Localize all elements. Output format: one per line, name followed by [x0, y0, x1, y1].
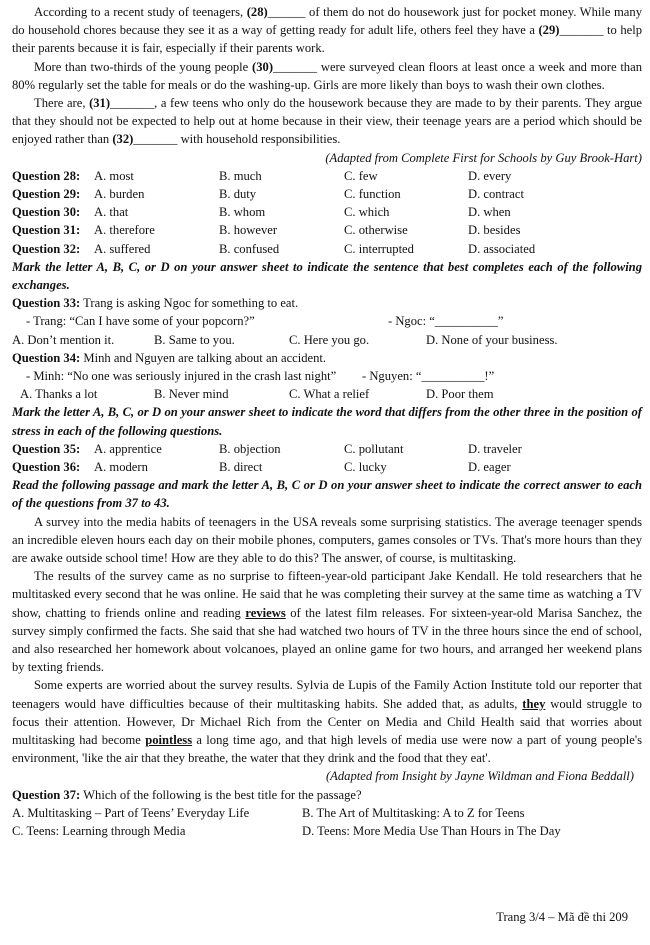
question-list-28-32 — [12, 167, 642, 258]
passage2-paragraph1: A survey into the media habits of teenagers in the USA reveals some surprising statistics. The average teenager spends an incredible eleven hours each day on their mobile phones, computers, games consoles or TVs. That's more hours than they are awake outside school time! How are they able to do this? The answer, of course, is multitasking. — [12, 514, 642, 565]
passage1-paragraph2: More than two-thirds of the young people (30)_______ were surveyed clean floors at least once a week and more than 80% regularly set the table for meals or do the washing-up. Girls are more likely than boys to wash their own clothes. — [12, 59, 642, 92]
option-b: B. The Art of Multitasking: A to Z for Teens — [302, 805, 525, 820]
option-c: C. pollutant — [344, 441, 404, 456]
question-list-35-36 — [12, 440, 642, 476]
underlined-word-they: they — [522, 696, 546, 711]
underlined-word-pointless: pointless — [145, 732, 193, 747]
question-33: Question 33: Trang is asking Ngoc for something to eat. — [12, 296, 299, 311]
option-c: C. function — [344, 187, 401, 202]
option-b: B. confused — [219, 241, 280, 256]
option-a: A. Don’t mention it. — [12, 332, 115, 347]
option-d: D. associated — [468, 241, 536, 256]
option-c: C. lucky — [344, 459, 387, 474]
instruction-exchanges: Mark the letter A, B, C, or D on your answer sheet to indicate the sentence that best completes each of the following exchanges. — [12, 259, 642, 292]
question-row — [12, 240, 642, 258]
option-a: A. modern — [94, 459, 148, 474]
passage1-source: (Adapted from Complete First for Schools by Guy Brook-Hart) — [325, 150, 642, 165]
option-b: B. duty — [219, 187, 257, 202]
question-row — [12, 440, 642, 458]
blank-32: (32) — [112, 132, 134, 147]
question-row — [12, 167, 642, 185]
option-c: C. interrupted — [344, 241, 414, 256]
option-a: A. apprentice — [94, 441, 162, 456]
option-b: B. whom — [219, 205, 266, 220]
question-37-options-row2 — [12, 822, 642, 840]
question-row — [12, 203, 642, 221]
underlined-word-reviews: reviews — [245, 605, 286, 620]
option-c: C. otherwise — [344, 223, 408, 238]
instruction-stress: Mark the letter A, B, C, or D on your answer sheet to indicate the word that differs from the other three in the position of stress in each of the following questions. — [12, 405, 642, 438]
question-row — [12, 221, 642, 239]
option-b: B. Same to you. — [154, 332, 235, 347]
option-b: B. objection — [219, 441, 281, 456]
option-a: A. most — [94, 168, 134, 183]
option-c: C. which — [344, 205, 390, 220]
option-d: D. contract — [468, 187, 524, 202]
option-c: C. Here you go. — [289, 332, 370, 347]
option-d: D. Teens: More Media Use Than Hours in The Day — [302, 823, 561, 838]
passage2-paragraph2: The results of the survey came as no surprise to fifteen-year-old participant Jake Kendall. He told researchers that he multitasked every second that he was online. He said that he was completing their survey at the same time as watching a TV show, chatting to friends online and reading reviews of the latest film releases. For sixteen-year-old Marisa Sanchez, the survey simply confirmed the facts. She said that she had watched two hours of TV in the three hours since the end of school, and also researched her homework about volcanoes, played an online game for two hours, and arranged her weekend plans by texting friends. — [12, 569, 642, 675]
option-d: D. eager — [468, 459, 511, 474]
blank-30: (30) — [252, 59, 274, 74]
option-d: D. besides — [468, 223, 521, 238]
passage1-paragraph3: There are, (31)_______, a few teens who only do the housework because they are made to by their parents. They argue that they should not be expected to help out at home because in their view, their teenage years are a period which should be enjoyed rather than (32)_______ with household responsibilities. — [12, 96, 642, 147]
passage2-paragraph3: Some experts are worried about the survey results. Sylvia de Lupis of the Family Action Institute told our reporter that teenagers would have difficulties because of their multitasking habits. She added that, as adults, they would struggle to focus their attention. However, Dr Michael Rich from the Center on Media and Child Health said that worries about multitasking had become pointless a long time ago, and that high levels of media use were now a part of young people's environment, 'like the air that they breathe, the water that they drink and the food that they eat'. — [12, 678, 642, 766]
option-d: D. when — [468, 205, 511, 220]
option-a: A. therefore — [94, 223, 155, 238]
option-a: A. Multitasking – Part of Teens’ Everyday Life — [12, 805, 250, 820]
question-37-options-row1 — [12, 804, 642, 822]
option-d: D. traveler — [468, 441, 522, 456]
question-label: Question 32: — [12, 241, 81, 256]
option-a: A. suffered — [94, 241, 151, 256]
blank-31: (31) — [89, 96, 111, 111]
option-d: D. every — [468, 168, 512, 183]
question-label: Question 31: — [12, 223, 81, 238]
passage1-paragraph1: According to a recent study of teenagers, (28)______ of them do not do housework just for pocket money. While many do household chores because they see it as a way of getting ready for adult life, others feel they have a (29)_______ to help their parents because it is fair, especially if their parents work. — [12, 5, 643, 56]
option-b: B. much — [219, 168, 262, 183]
option-c: C. What a relief — [289, 387, 370, 402]
option-b: B. however — [219, 223, 278, 238]
option-a: A. that — [94, 205, 129, 220]
question-label: Question 35: — [12, 441, 81, 456]
option-b: B. direct — [219, 459, 263, 474]
instruction-reading: Read the following passage and mark the letter A, B, C or D on your answer sheet to indicate the correct answer to each of the questions from 37 to 43. — [12, 478, 642, 511]
blank-29: (29) — [538, 23, 560, 38]
question-34: Question 34: Minh and Nguyen are talking about an accident. — [12, 350, 327, 365]
question-33-dialog: - Trang: “Can I have some of your popcorn?” - Ngoc: “__________” — [26, 314, 504, 329]
question-label: Question 28: — [12, 168, 81, 183]
option-d: D. None of your business. — [426, 332, 558, 347]
question-33-options — [12, 331, 642, 349]
passage2-source: (Adapted from Insight by Jayne Wildman and Fiona Beddall) — [325, 769, 634, 784]
page-footer: Trang 3/4 – Mã đề thi 209 — [496, 910, 628, 924]
question-37: Question 37: Which of the following is the best title for the passage? — [12, 787, 362, 802]
question-label: Question 36: — [12, 459, 81, 474]
question-label: Question 30: — [12, 205, 81, 220]
blank-28: (28) — [246, 5, 268, 19]
question-34-dialog: - Minh: “No one was seriously injured in the crash last night” - Nguyen: “__________!” — [26, 368, 495, 383]
question-row — [12, 458, 642, 476]
option-a: A. burden — [94, 187, 145, 202]
option-a: A. Thanks a lot — [20, 387, 98, 402]
option-c: C. few — [344, 168, 378, 183]
question-label: Question 29: — [12, 187, 81, 202]
question-row — [12, 185, 642, 203]
option-d: D. Poor them — [426, 387, 494, 402]
option-c: C. Teens: Learning through Media — [12, 823, 186, 838]
question-34-options — [12, 385, 642, 403]
exam-page — [12, 3, 642, 840]
option-b: B. Never mind — [154, 387, 229, 402]
